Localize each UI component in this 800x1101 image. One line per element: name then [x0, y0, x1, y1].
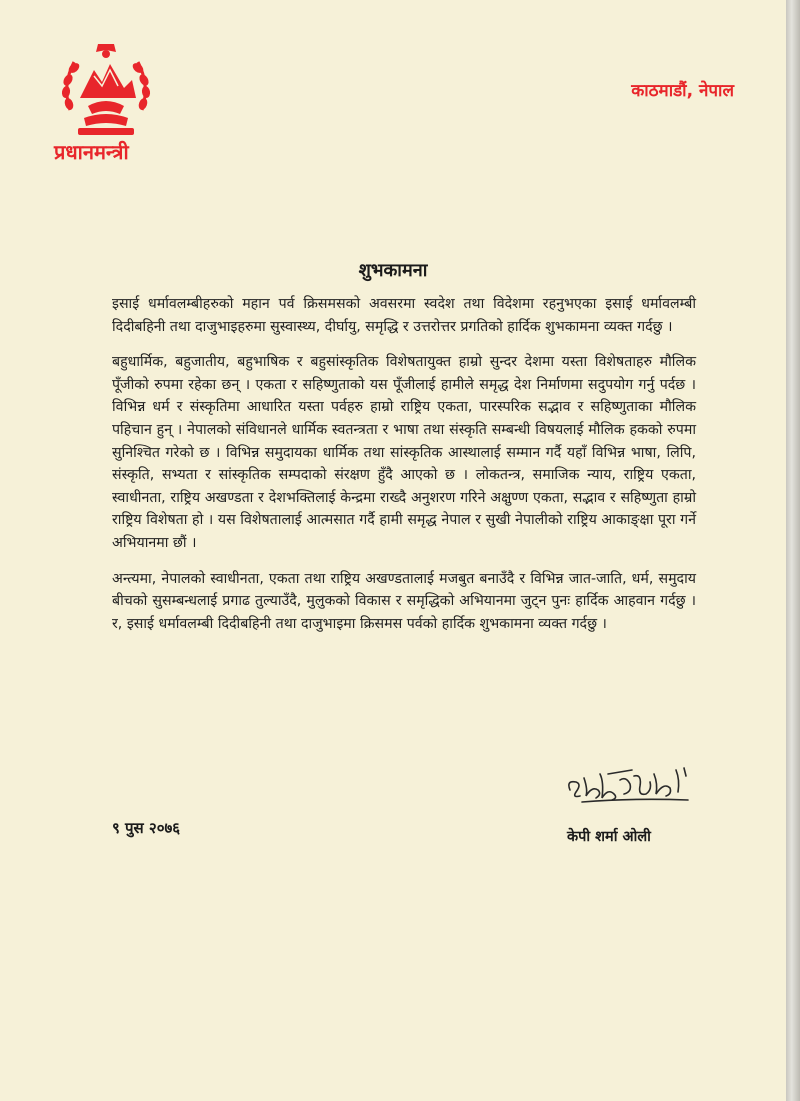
body-paragraph-1: इसाई धर्मावलम्बीहरुको महान पर्व क्रिसमसको अवसरमा स्वदेश तथा विदेशमा रहनुभएका इसाई धर्मावलम्बी दिदीबहिनी तथा दाजुभाइहरुमा सुस्वास्थ्य, दीर्घायु, समृद्धि र उत्तरोत्तर प्रगतिको हार्दिक शुभकामना व्यक्त गर्दछु । — [112, 296, 696, 335]
letter-heading: शुभकामना — [358, 260, 428, 281]
scan-edge — [786, 0, 800, 1101]
signatory-name: केपी शर्मा ओली — [567, 829, 651, 845]
body-paragraph-3: अन्त्यमा, नेपालको स्वाधीनता, एकता तथा राष्ट्रिय अखण्डतालाई मजबुत बनाउँदै र विभिन्न जात-जाति, धर्म, समुदाय बीचको सुसम्बन्धलाई प्रगाढ तुल्याउँदै, मुलुकको विकास र समृद्धिको अभियानमा जुट्न पुनः हार्दिक आहवान गर्दछु । र, इसाई धर्मावलम्बी दिदीबहिनी तथा दाजुभाइमा क्रिसमस पर्वको हार्दिक शुभकामना व्यक्त गर्दछु । — [112, 570, 696, 632]
body-paragraph-2: बहुधार्मिक, बहुजातीय, बहुभाषिक र बहुसांस्कृतिक विशेषतायुक्त हाम्रो सुन्दर देशमा यस्ता विशेषताहरु मौलिक पूँजीको रुपमा रहेका छन् । एकता र सहिष्णुताको यस पूँजीलाई हामीले समृद्ध देश निर्माणमा सदुपयोग गर्नु पर्दछ । विभिन्न धर्म र संस्कृतिमा आधारित यस्ता पर्वहरु हाम्रो राष्ट्रिय एकता, पारस्परिक सद्भाव र सहिष्णुताका मौलिक पहिचान हुन् । नेपालको संविधानले धार्मिक स्वतन्त्रता र भाषा तथा संस्कृति सम्बन्धी विषयलाई मौलिक हकको रुपमा सुनिश्चित गरेको छ । विभिन्न समुदायका धार्मिक तथा सांस्कृतिक आस्थालाई सम्मान गर्दै यहाँ विभिन्न भाषा, लिपि, संस्कृति, सभ्यता र सांस्कृतिक सम्पदाको संरक्षण हुँदै आएको छ । लोकतन्त्र, समाजिक न्याय, राष्ट्रिय एकता, स्वाधीनता, राष्ट्रिय अखण्डता र देशभक्तिलाई केन्द्रमा राख्दै अनुशरण गरिने अक्षुण्ण एकता, सद्भाव र सहिष्णुता हाम्रो राष्ट्रिय विशेषता हो । यस विशेषतालाई आत्मसात गर्दै हामी समृद्ध नेपाल र सुखी नेपालीको राष्ट्रिय आकाङ्क्षा पूरा गर्ने अभियानमा छौं । — [112, 354, 696, 551]
letter-body — [112, 293, 696, 648]
nepal-emblem-icon — [58, 40, 154, 140]
handwritten-signature — [562, 760, 702, 810]
letter-date: ९ पुस २०७६ — [112, 819, 181, 837]
office-title: प्रधानमन्त्री — [54, 140, 129, 164]
location-label: काठमाडौं, नेपाल — [631, 81, 734, 101]
